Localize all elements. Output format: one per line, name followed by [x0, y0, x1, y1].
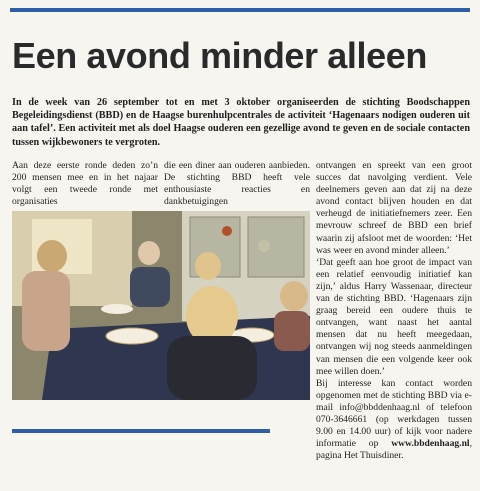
column-3 [316, 160, 472, 462]
top-blue-rule [10, 8, 470, 12]
contact-text-end: , pagina Het Thuisdiner. [316, 438, 472, 462]
column-2-text: die een diner aan ouderen aanbieden. De stichting BBD heeft vele enthousiaste reacties en dankbetuigingen [164, 160, 310, 208]
website-link[interactable]: www.bbdenhaag.nl [391, 438, 470, 450]
column-3-paragraph-1: ontvangen en spreekt van een groot succes dat navolging verdient. Vele deelnemers geven aan dat zij na deze avond contact blijven houden en dat verheugd de initiatiefnemers zeer. Een mevrouw schreef de BBD een brief waarin zij afsloot met de woorden: ‘Het was weer en avond minder alleen.’ [316, 160, 472, 256]
article-headline: Een avond minder alleen [12, 35, 427, 76]
bottom-blue-rule [12, 429, 270, 433]
column-3-paragraph-2: ‘Dat geeft aan hoe groot de impact van een relatief eenvoudig initiatief kan zijn,’ aldus Harry Wassenaar, directeur van de stichting BBD. ‘Hagenaars zijn graag bereid een oudere thuis te ontvangen, want naast het aantal mensen dat nu heeft meegedaan, ontvangen wij nog steeds aanmeldingen van mensen die een volgende keer ook mee willen doen.’ [316, 256, 472, 377]
column-1-text: Aan deze eerste ronde deden zo’n 200 mensen mee en in het najaar volgt een tweede ronde met organisaties [12, 160, 158, 208]
article-intro: In de week van 26 september tot en met 3 oktober organiseerden de stichting Boodschappen Begeleidingsdienst (BBD) en de Haagse burenhulpcentrales de activiteit ‘Hagenaars nodigen ouderen uit aan tafel’. Een activiteit met als doel Haagse ouderen een gezellige avond te geven en de sociale contacten tussen wijkbewoners te vergroten. [12, 97, 470, 148]
contact-text: Bij interesse kan contact worden opgenomen met de stichting BBD via e-mail info@bbddenhaag.nl of telefoon 070-3646661 (op werkdagen tussen 9.00 en 14.00 uur) of kijk voor nadere informatie op [316, 377, 472, 450]
column-3-paragraph-3 [316, 378, 472, 463]
dinner-photo [12, 211, 310, 400]
